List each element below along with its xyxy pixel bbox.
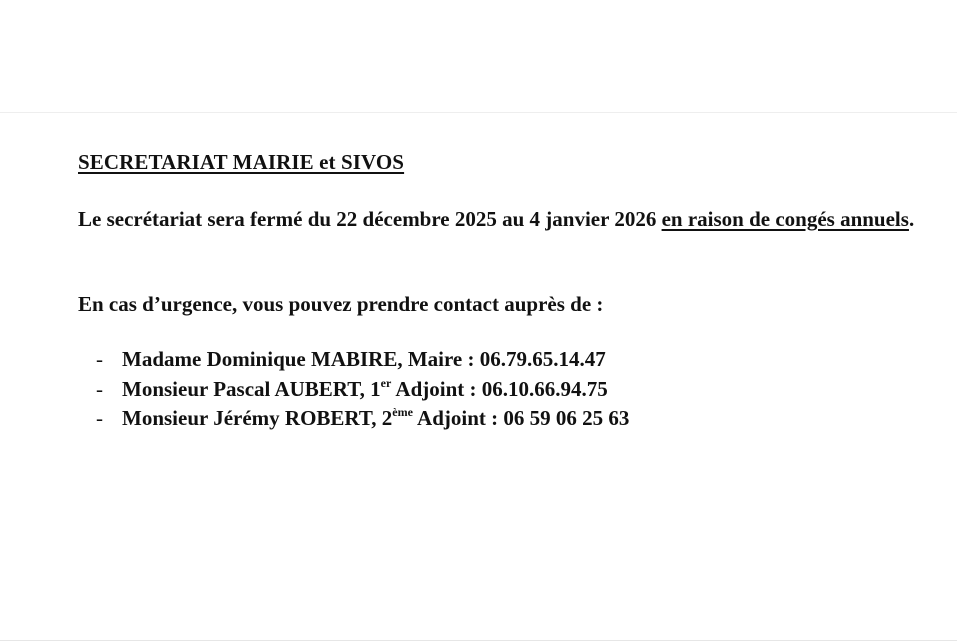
contact-phone: 06.10.66.94.75 [481, 376, 608, 401]
contact-list [96, 345, 629, 434]
contact-role: Adjoint [412, 406, 486, 430]
contact-phone: 06 59 06 25 63 [503, 406, 630, 430]
closure-reason: en raison de congés annuels [661, 207, 909, 231]
contact-item [96, 345, 629, 375]
document-title: SECRETARIAT MAIRIE et SIVOS [78, 150, 405, 174]
scan-edge-top [0, 112, 957, 113]
contact-item [96, 375, 629, 405]
contact-item [96, 404, 629, 434]
urgency-intro: En cas d’urgence, vous pouvez prendre contact auprès de : [78, 292, 604, 316]
ordinal-suffix: er [380, 375, 392, 390]
contact-phone: 06.79.65.14.47 [479, 347, 606, 371]
scan-edge-bottom [0, 640, 957, 641]
contact-separator: : [462, 347, 480, 371]
list-dash: - [96, 406, 103, 430]
closure-end: . [908, 207, 915, 231]
closure-text: Le secrétariat sera fermé du 22 décembre 2025 au 4 janvier 2026 [78, 207, 662, 231]
contact-role: Adjoint [391, 376, 465, 401]
contact-name: Monsieur Jérémy ROBERT, 2 [122, 406, 393, 430]
closure-paragraph [78, 205, 926, 234]
contact-name: Madame Dominique MABIRE, Maire [122, 347, 463, 371]
list-dash: - [96, 347, 103, 371]
list-dash: - [96, 376, 103, 401]
contact-separator: : [464, 376, 482, 401]
contact-separator: : [485, 406, 504, 430]
ordinal-suffix: ème [392, 405, 413, 419]
contact-name: Monsieur Pascal AUBERT, 1 [122, 376, 381, 401]
